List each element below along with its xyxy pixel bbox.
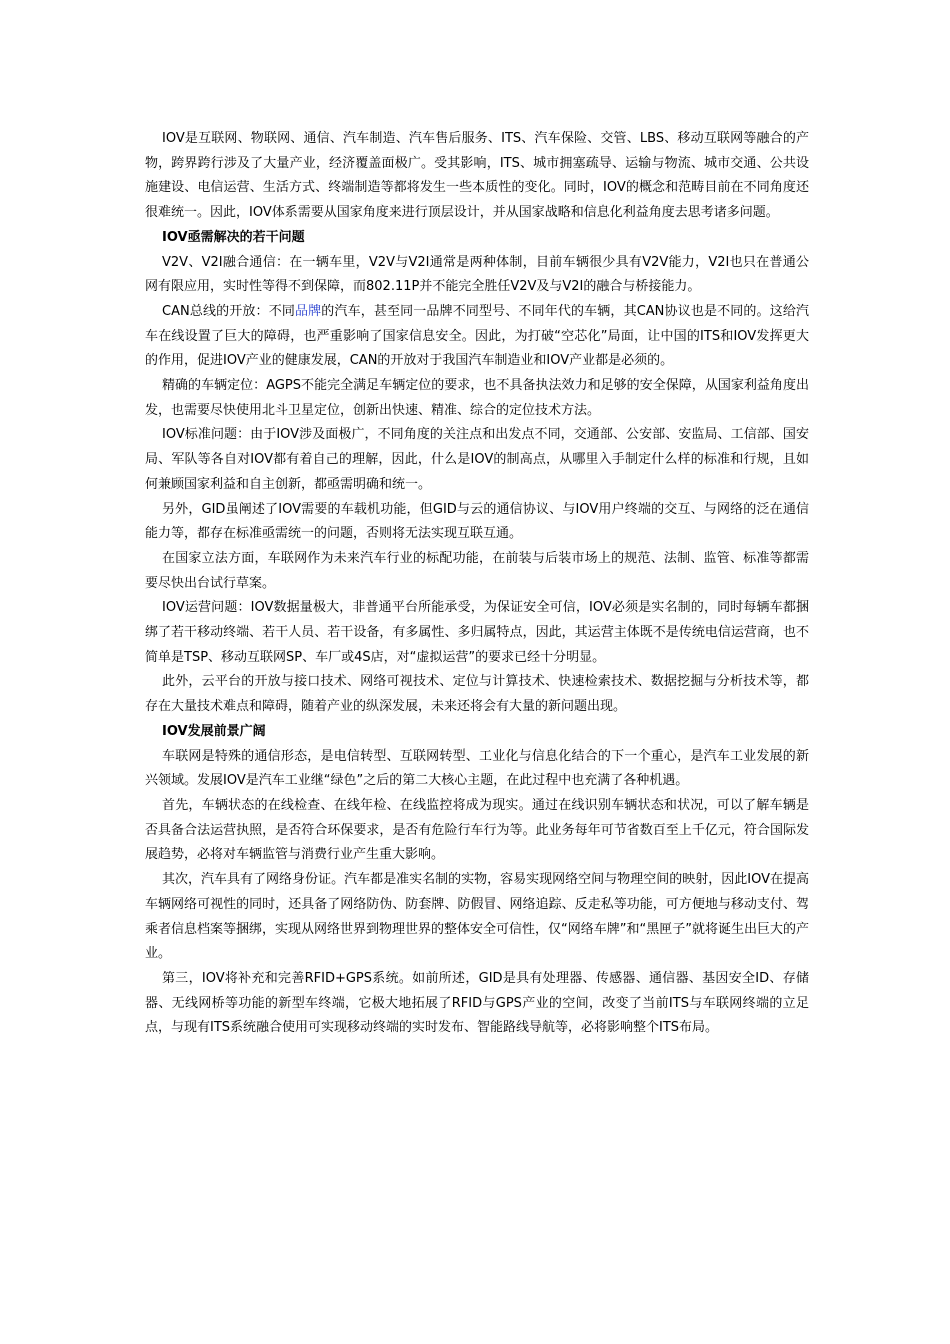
- paragraph-second: 其次，汽车具有了网络身份证。汽车都是准实名制的实物，容易实现网络空间与物理空间的映射，因此IOV在提高车辆网络可视性的同时，还具备了网络防伪、防套牌、防假冒、网络追踪、反走私等功能，可方便地与移动支付、驾乘者信息档案等捆绑，实现从网络世界到物理世界的整体安全可信性，仅“网络车牌”和“黑匣子”就将诞生出巨大的产业。: [145, 872, 809, 962]
- can-bus-text-after: 的汽车，甚至同一品牌不同型号、不同年代的车辆，其CAN协议也是不同的。这给汽车在线设置了巨大的障碍，也严重影响了国家信息安全。因此，为打破“空芯化”局面，让中国的ITS和IOV发挥更大的作用，促进IOV产业的健康发展，CAN的开放对于我国汽车制造业和IOV产业都是必须的。: [145, 303, 809, 369]
- paragraph-can-bus: [145, 300, 809, 374]
- paragraph-intro: IOV是互联网、物联网、通信、汽车制造、汽车售后服务、ITS、汽车保险、交管、LBS、移动互联网等融合的产物，跨界跨行涉及了大量产业，经济覆盖面极广。受其影响，ITS、城市拥塞疏导、运输与物流、城市交通、公共设施建设、电信运营、生活方式、终端制造等都将发生一些本质性的变化。同时，IOV的概念和范畴目前在不同角度还很难统一。因此，IOV体系需要从国家角度来进行顶层设计，并从国家战略和信息化利益角度去思考诸多问题。: [145, 131, 809, 221]
- paragraph-positioning: 精确的车辆定位：AGPS不能完全满足车辆定位的要求，也不具备执法效力和足够的安全保障，从国家利益角度出发，也需要尽快使用北斗卫星定位，创新出快速、精准、综合的定位技术方法。: [145, 378, 809, 418]
- brand-link[interactable]: 品牌: [294, 303, 322, 319]
- section-heading-issues: IOV亟需解决的若干问题: [162, 229, 305, 245]
- can-bus-text-before: CAN总线的开放：不同: [162, 303, 295, 319]
- section-heading-prospects: IOV发展前景广阔: [162, 723, 266, 739]
- paragraph-legislation: 在国家立法方面，车联网作为未来汽车行业的标配功能，在前装与后装市场上的规范、法制、监管、标准等都需要尽快出台试行草案。: [145, 550, 809, 591]
- paragraph-standards: IOV标准问题：由于IOV涉及面极广，不同角度的关注点和出发点不同，交通部、公安部、安监局、工信部、国安局、军队等各自对IOV都有着自己的理解，因此，什么是IOV的制高点，从哪里入手制定什么样的标准和行规，且如何兼顾国家利益和自主创新，都亟需明确和统一。: [145, 427, 809, 492]
- paragraph-v2v-v2i: V2V、V2I融合通信：在一辆车里，V2V与V2I通常是两种体制，目前车辆很少具有V2V能力，V2I也只在普通公网有限应用，实时性等得不到保障，而802.11P并不能完全胜任V2V及与V2I的融合与桥接能力。: [145, 254, 809, 295]
- paragraph-third: 第三，IOV将补充和完善RFID+GPS系统。如前所述，GID是具有处理器、传感器、通信器、基因安全ID、存储器、无线网桥等功能的新型车终端，它极大地拓展了RFID与GPS产业的空间，改变了当前ITS与车联网终端的立足点，与现有ITS系统融合使用可实现移动终端的实时发布、智能路线导航等，必将影响整个ITS布局。: [145, 970, 809, 1036]
- paragraph-telematics: 车联网是特殊的通信形态，是电信转型、互联网转型、工业化与信息化结合的下一个重心，是汽车工业发展的新兴领域。发展IOV是汽车工业继“绿色”之后的第二大核心主题，在此过程中也充满了各种机遇。: [145, 748, 809, 789]
- paragraph-technology: 此外，云平台的开放与接口技术、网络可视技术、定位与计算技术、快速检索技术、数据挖掘与分析技术等，都存在大量技术难点和障碍，随着产业的纵深发展，未来还将会有大量的新问题出现。: [145, 674, 809, 715]
- paragraph-gid: 另外，GID虽阐述了IOV需要的车载机功能，但GID与云的通信协议、与IOV用户终端的交互、与网络的泛在通信能力等，都存在标准亟需统一的问题，否则将无法实现互联互通。: [145, 501, 809, 542]
- document-body: [145, 127, 809, 1041]
- paragraph-first: 首先，车辆状态的在线检查、在线年检、在线监控将成为现实。通过在线识别车辆状态和状况，可以了解车辆是否具备合法运营执照，是否符合环保要求，是否有危险行车行为等。此业务每年可节省数百至上千亿元，符合国际发展趋势，必将对车辆监管与消费行业产生重大影响。: [145, 797, 809, 863]
- paragraph-operation: IOV运营问题：IOV数据量极大，非普通平台所能承受，为保证安全可信，IOV必须是实名制的，同时每辆车都捆绑了若干移动终端、若干人员、若干设备，有多属性、多归属特点，因此，其运营主体既不是传统电信运营商，也不简单是TSP、移动互联网SP、车厂或4S店，对“虚拟运营”的要求已经十分明显。: [145, 600, 809, 665]
